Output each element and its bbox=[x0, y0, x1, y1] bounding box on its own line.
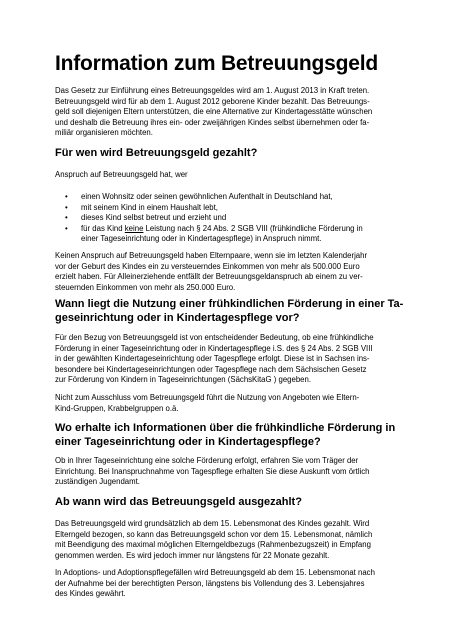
eligibility-list bbox=[55, 192, 363, 245]
text-line: Ob in Ihrer Tageseinrichtung eine solche Förderung erfolgt, erfahren Sie vom Träger der bbox=[55, 456, 359, 465]
list-item-text bbox=[81, 224, 363, 235]
text-line: Das Betreuungsgeld wird grundsätzlich ab dem 15. Lebensmonat des Kindes gezahlt. Wird bbox=[55, 519, 370, 528]
bullet-icon: • bbox=[65, 223, 68, 233]
section-heading-payout: Ab wann wird das Betreuungsgeld ausgezahlt? bbox=[55, 496, 302, 508]
page-title: Information zum Betreuungsgeld bbox=[55, 52, 379, 75]
section-heading-information bbox=[55, 421, 395, 449]
bullet-icon: • bbox=[65, 202, 68, 212]
list-item bbox=[55, 192, 363, 203]
information-paragraph bbox=[55, 456, 423, 488]
text-line: Das Gesetz zur Einführung eines Betreuungsgeldes wird am 1. August 2013 in Kraft treten. bbox=[55, 86, 370, 95]
bullet-icon: • bbox=[65, 192, 68, 201]
text-line: Kind-Gruppen, Krabbelgruppen o.ä. bbox=[55, 403, 179, 413]
list-item-text: einen Wohnsitz oder seinen gewöhnlichen Aufenthalt in Deutschland hat, bbox=[81, 192, 333, 201]
text-line: Förderung in einer Tageseinrichtung oder in Kindertagespflege i.S. des § 24 Abs. 2 SGB VIII bbox=[55, 343, 373, 353]
list-item-text: einer Tageseinrichtung oder in Kindertagespflege) in Anspruch nimmt. bbox=[81, 234, 322, 244]
section-heading-who: Für wen wird Betreuungsgeld gezahlt? bbox=[55, 147, 258, 159]
text-line: besondere bei Kindertageseinrichtungen oder Tagespflege nach dem Sächsischen Gesetz bbox=[55, 364, 367, 374]
list-item-text: dieses Kind selbst betreut und erzieht und bbox=[81, 213, 227, 223]
text-line: erzielt haben. Für Alleinerziehende entfällt der Betreuungsgeldanspruch ab einem zu ver- bbox=[55, 272, 363, 282]
income-limit-paragraph bbox=[55, 251, 423, 293]
heading-line: geseinrichtung oder in Kindertagespflege vor? bbox=[55, 312, 300, 324]
heading-line: Wo erhalte ich Informationen über die frühkindliche Förderung in bbox=[55, 422, 396, 434]
adoption-paragraph bbox=[55, 568, 423, 600]
list-item bbox=[55, 213, 363, 224]
text-line: Für den Bezug von Betreuungsgeld ist von entscheidender Bedeutung, ob eine frühkindliche bbox=[55, 333, 374, 342]
list-item-text-part: für das Kind bbox=[81, 223, 125, 233]
text-line: vor der Geburt des Kindes ein zu versteuerndes Einkommen von mehr als 500.000 Euro bbox=[55, 261, 360, 271]
exclusion-paragraph bbox=[55, 393, 423, 414]
text-line: Nicht zum Ausschluss vom Betreuungsgeld führt die Nutzung von Angeboten wie Eltern- bbox=[55, 393, 360, 402]
bullet-icon: • bbox=[65, 213, 68, 223]
text-line: und deshalb die Betreuung ihres ein- oder zweijährigen Kindes selbst übernehmen oder fa- bbox=[55, 117, 370, 127]
list-item bbox=[55, 203, 363, 214]
text-line: Betreuungsgeld wird für ab dem 1. August 2012 geborene Kinder bezahlt. Das Betreuungs- bbox=[55, 96, 370, 106]
text-line: Elterngeld bezogen, so kann das Betreuungsgeld schon vor dem 15. Lebensmonat, nämlich bbox=[55, 529, 373, 539]
text-line: steuernden Einkommen von mehr als 250.000 Euro. bbox=[55, 282, 236, 292]
text-line: miliär organisieren möchten. bbox=[55, 128, 153, 138]
section-lead bbox=[55, 170, 423, 181]
list-item-text-part: Leistung nach § 24 Abs. 2 SGB VIII (frühkindliche Förderung in bbox=[143, 223, 363, 233]
text-line: genommen werden. Es wird jedoch immer nur längstens für 22 Monate gezahlt. bbox=[55, 550, 330, 560]
heading-line: einer Tageseinrichtung oder in Kindertagespflege? bbox=[55, 436, 321, 448]
list-item bbox=[55, 224, 363, 245]
text-line: zur Förderung von Kindern in Tageseinrichtungen (SächsKitaG ) gegeben. bbox=[55, 375, 312, 385]
text-line: in der gewählten Kindertageseinrichtung oder Tagespflege erfolgt. Diese ist in Sachsen ins- bbox=[55, 354, 370, 364]
text-line: geld soll diejenigen Eltern unterstützen, die eine Alternative zur Kindertagesstätte wünschen bbox=[55, 107, 373, 117]
text-line: der Aufnahme bei der berechtigten Person, längstens bis Vollendung des 3. Lebensjahres bbox=[55, 578, 365, 588]
section-heading-when-funding bbox=[55, 297, 403, 325]
text-line: Anspruch auf Betreuungsgeld hat, wer bbox=[55, 170, 188, 179]
text-line: In Adoptions- und Adoptionspflegefällen wird Betreuungsgeld ab dem 15. Lebensmonat nach bbox=[55, 568, 375, 577]
text-line: mit Beendigung des maximal möglichen Elterngeldbezugs (Rahmenbezugszeit) in Empfang bbox=[55, 540, 371, 550]
text-line: Keinen Anspruch auf Betreuungsgeld haben Elternpaare, wenn sie im letzten Kalenderjahr bbox=[55, 251, 368, 260]
list-item-text: mit seinem Kind in einem Haushalt lebt, bbox=[81, 202, 218, 212]
funding-paragraph bbox=[55, 333, 423, 386]
text-line: zuständigen Jugendamt. bbox=[55, 477, 140, 487]
emphasis-keine: keine bbox=[124, 223, 144, 233]
payout-paragraph bbox=[55, 519, 423, 561]
intro-paragraph bbox=[55, 86, 423, 139]
text-line: des Kindes gewährt. bbox=[55, 589, 126, 599]
text-line: Einrichtung. Bei Inanspruchnahme von Tagespflege erhalten Sie diese Auskunft vom örtlich bbox=[55, 466, 370, 476]
heading-line: Wann liegt die Nutzung einer frühkindlichen Förderung in einer Ta- bbox=[55, 298, 404, 310]
